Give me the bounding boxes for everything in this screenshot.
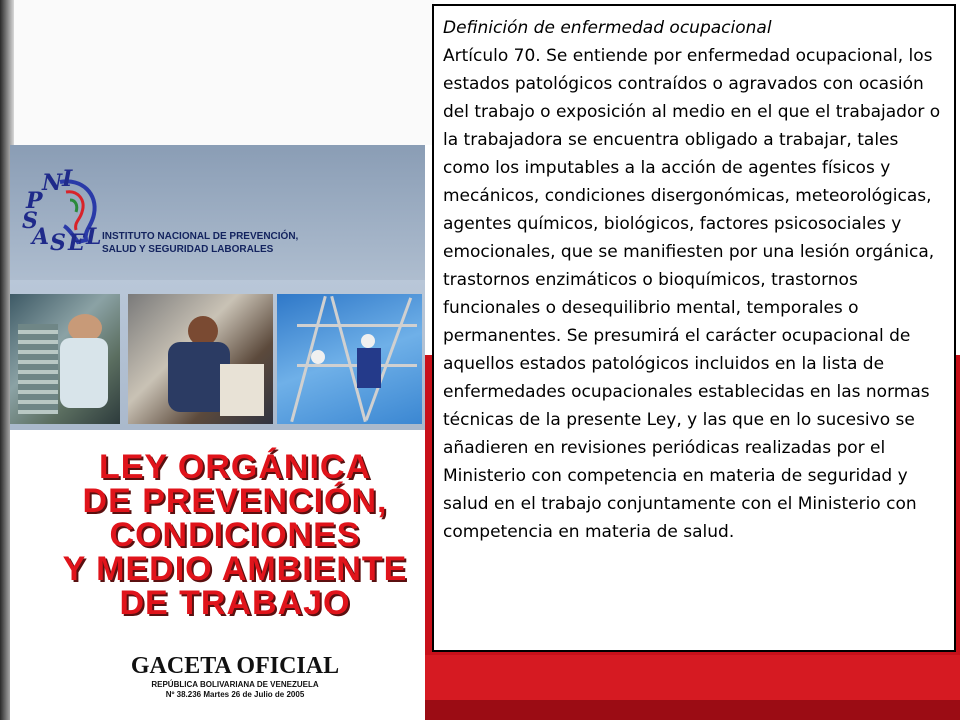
- title-line: CONDICIONES: [109, 516, 361, 554]
- factory-worker-photo: [10, 294, 120, 424]
- title-line: DE PREVENCIÓN,: [82, 482, 388, 520]
- gaceta-line-2: Nº 38.236 Martes 26 de Julio de 2005: [165, 690, 305, 699]
- logo-letter: I: [62, 166, 73, 192]
- title-line: Y MEDIO AMBIENTE: [62, 550, 408, 588]
- article-text-box: [432, 4, 956, 652]
- institute-name: [102, 230, 402, 256]
- title-line: LEY ORGÁNICA: [98, 448, 372, 486]
- institute-line-1: INSTITUTO NACIONAL DE PREVENCIÓN,: [102, 231, 299, 242]
- title-line: DE TRABAJO: [119, 584, 351, 622]
- tower-workers-photo: [277, 294, 422, 424]
- gaceta-subtitle: [135, 680, 335, 700]
- top-blank-area: [14, 0, 434, 145]
- worker-with-paper-photo: [128, 294, 273, 424]
- cover-header: [10, 145, 425, 280]
- institute-line-2: SALUD Y SEGURIDAD LABORALES: [102, 244, 274, 255]
- red-band: [425, 655, 960, 700]
- book-cover-image: [10, 145, 425, 720]
- logo-letter: N: [42, 170, 63, 196]
- logo-letter: E: [68, 230, 85, 256]
- logo-letter: P: [26, 188, 43, 214]
- red-band-dark: [425, 700, 960, 720]
- article-heading: Definición de enfermedad ocupacional: [443, 18, 772, 38]
- gaceta-oficial-title: GACETA OFICIAL: [130, 653, 340, 679]
- cover-photo-strip: [10, 280, 425, 430]
- inpsasel-logo: [20, 166, 105, 256]
- cover-title: [50, 450, 420, 620]
- logo-letter: L: [86, 224, 102, 250]
- logo-letter: S: [50, 230, 66, 256]
- logo-letter: S: [22, 208, 38, 234]
- article-body: Artículo 70. Se entiende por enfermedad ocupacional, los estados patológicos contraídos o agravados con ocasión del trabajo o exposición al medio en el que el trabajador o la trabajadora se encuentra obligado a trabajar, tales como los imputables a la acción de agentes físicos y mecánicos, condiciones disergonómicas, meteorológicas, agentes químicos, biológicos, factores psicosociales y emocionales, que se manifiesten por una lesión orgánica, trastornos enzimáticos o bioquímicos, trastornos funcionales o desequilibrio mental, temporales o permanentes. Se presumirá el carácter ocupacional de aquellos estados patológicos incluidos en la lista de enfermedades ocupacionales establecidas en las normas técnicas de la presente Ley, y las que en lo sucesivo se añadieren en revisiones periódicas realizadas por el Ministerio con competencia en materia de seguridad y salud en el trabajo conjuntamente con el Ministerio con competencia en materia de salud.: [443, 46, 941, 542]
- logo-letter: A: [32, 224, 50, 250]
- gaceta-line-1: REPÚBLICA BOLIVARIANA DE VENEZUELA: [151, 680, 319, 689]
